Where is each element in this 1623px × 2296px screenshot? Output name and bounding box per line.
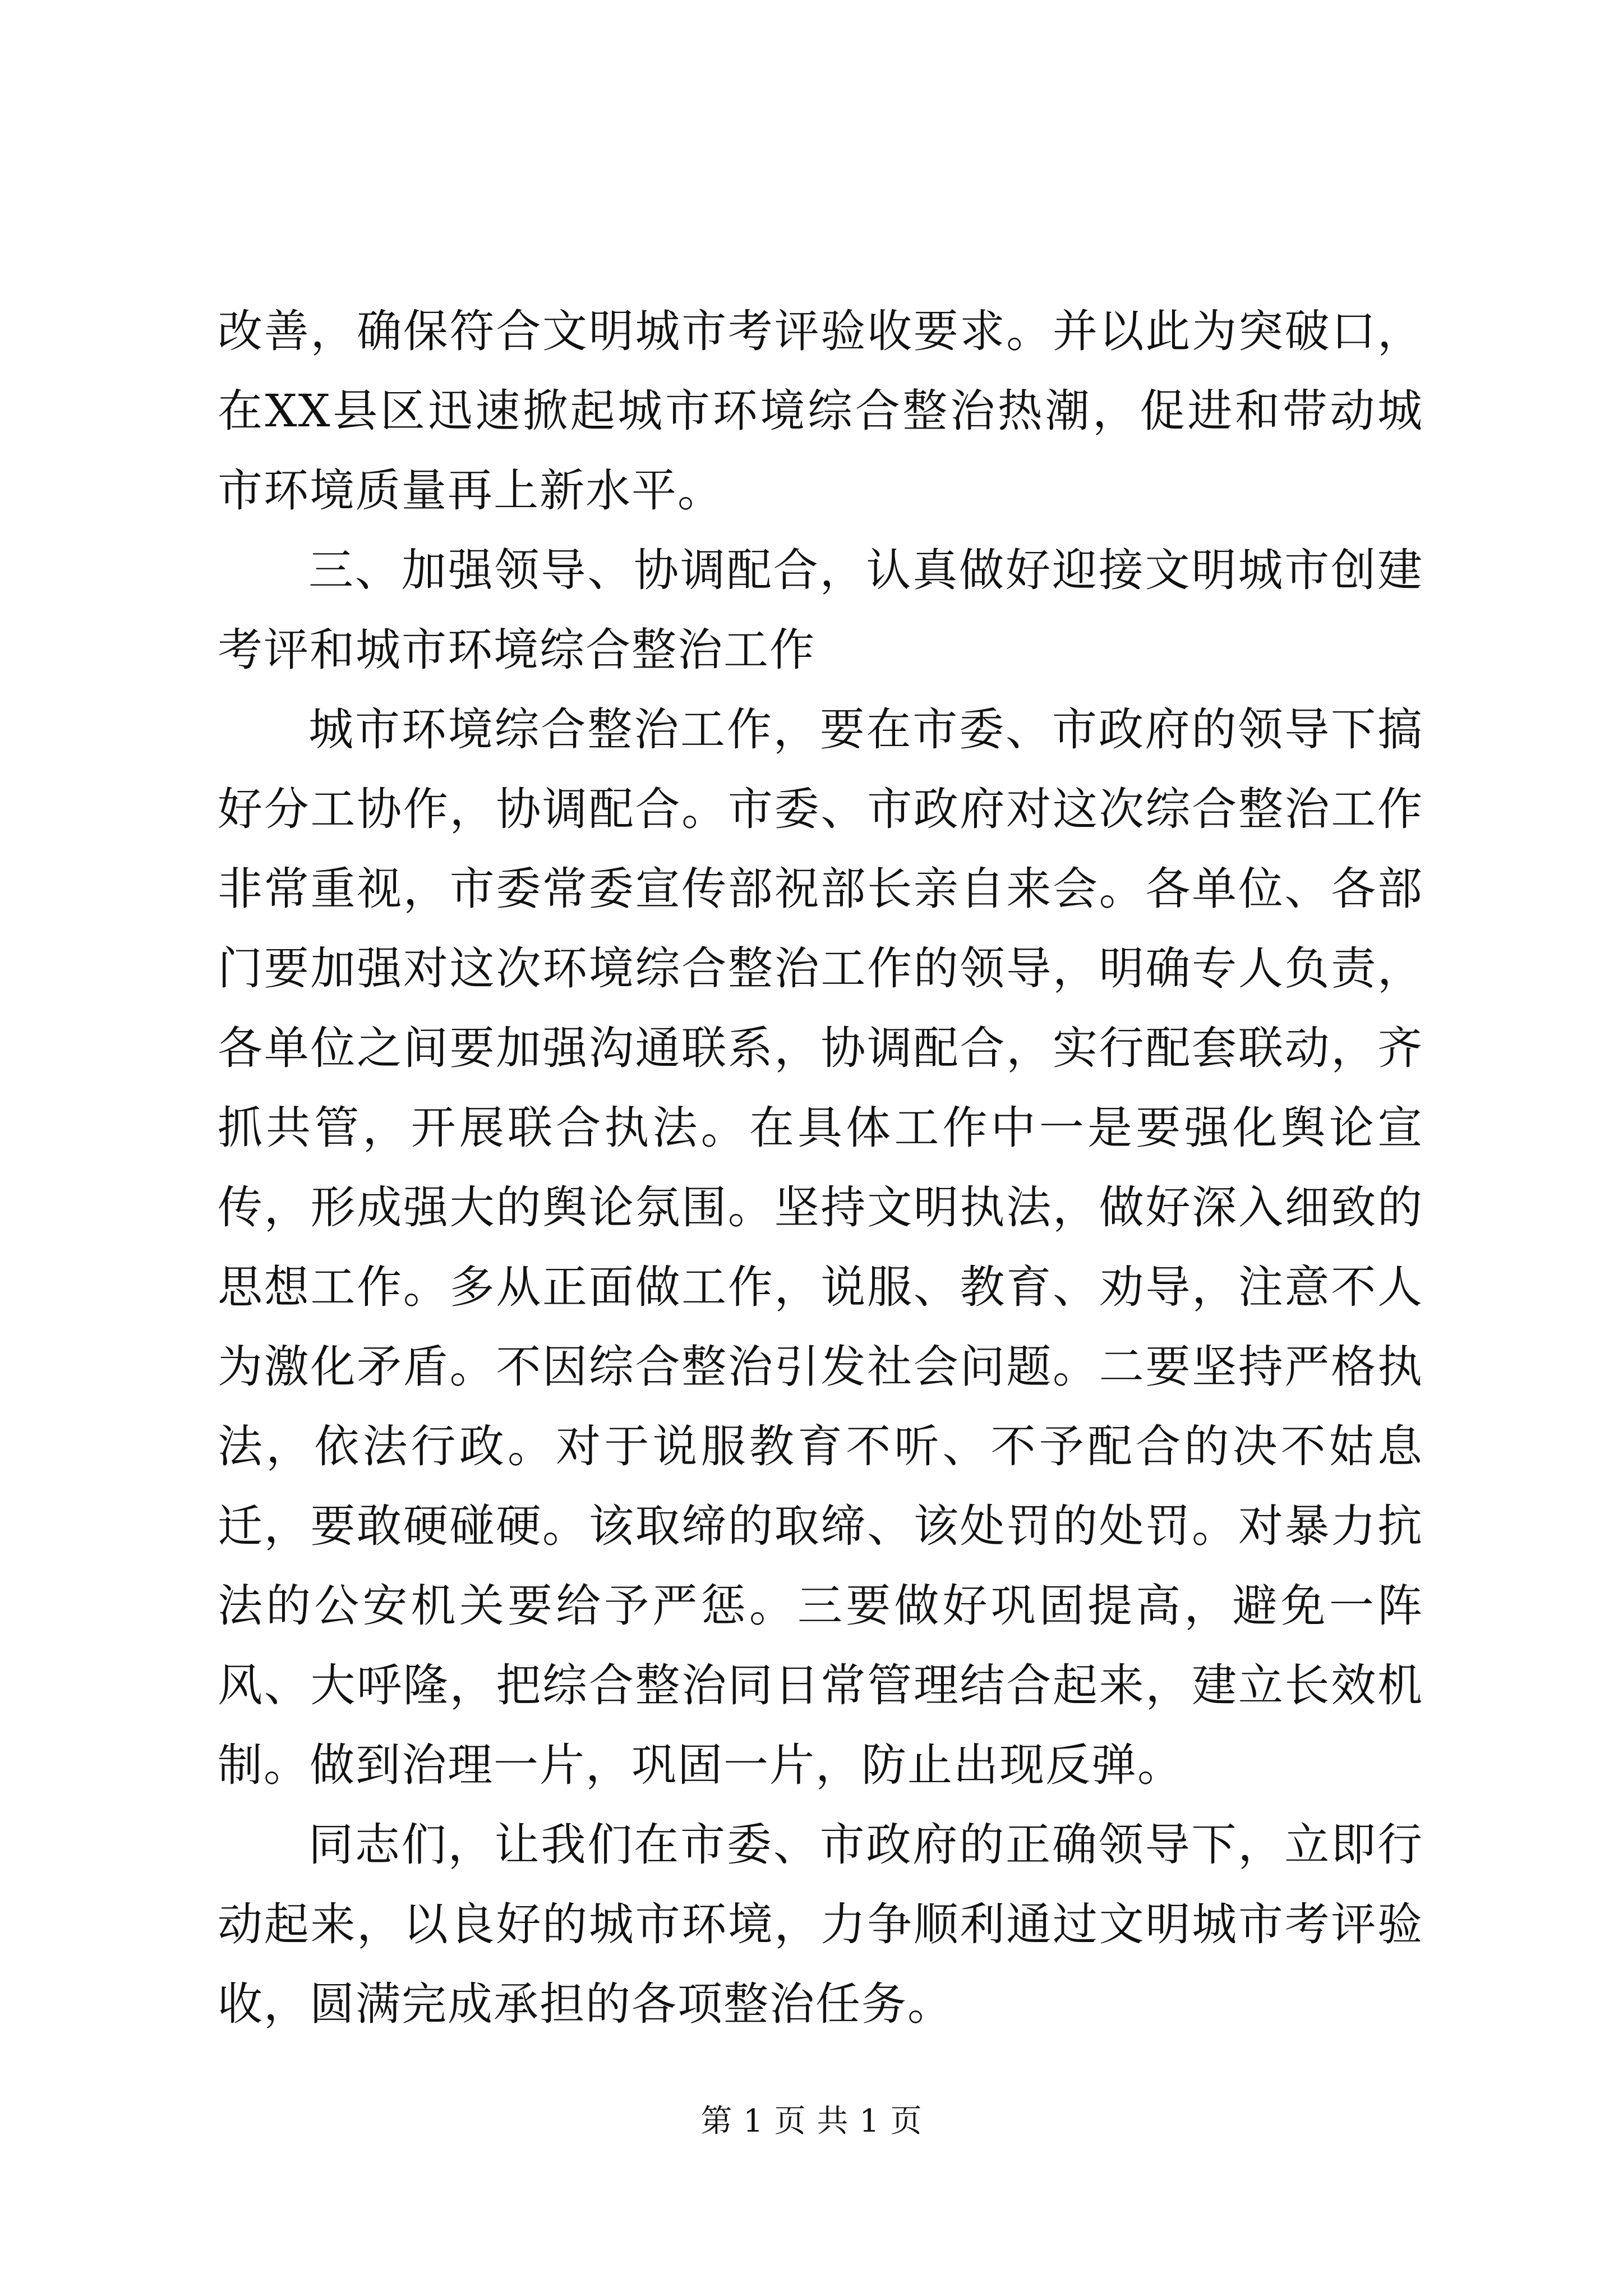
paragraph-closing: 同志们，让我们在市委、市政府的正确领导下，立即行动起来，以良好的城市环境，力争顺利通过文明城市考评验收，圆满完成承担的各项整治任务。 [218,1819,1423,2030]
page-footer: 第 1 页 共 1 页 [700,2103,923,2139]
paragraph-work-arrangement: 城市环境综合整治工作，要在市委、市政府的领导下搞好分工协作，协调配合。市委、市政府对这次综合整治工作非常重视，市委常委宣传部祝部长亲自来会。各单位、各部门要加强对这次环境综合整治工作的领导，明确专人负责，各单位之间要加强沟通联系，协调配合，实行配套联动，齐抓共管，开展联合执法。在具体工作中一是要强化舆论宣传，形成强大的舆论氛围。坚持文明执法，做好深入细致的思想工作。多从正面做工作，说服、教育、劝导，注意不人为激化矛盾。不因综合整治引发社会问题。二要坚持严格执法，依法行政。对于说服教育不听、不予配合的决不姑息迁，要敢硬碰硬。该取缔的取缔、该处罚的处罚。对暴力抗法的公安机关要给予严惩。三要做好巩固提高，避免一阵风、大呼隆，把综合整治同日常管理结合起来，建立长效机制。做到治理一片，巩固一片，防止出现反弹。 [218,703,1423,1791]
paragraph-continuation: 改善，确保符合文明城市考评验收要求。并以此为突破口，在XX县区迅速掀起城市环境综合整治热潮，促进和带动城市环境质量再上新水平。 [218,305,1423,517]
section-heading-three: 三、加强领导、协调配合，认真做好迎接文明城市创建考评和城市环境综合整治工作 [218,544,1423,676]
document-body [218,292,1423,2044]
